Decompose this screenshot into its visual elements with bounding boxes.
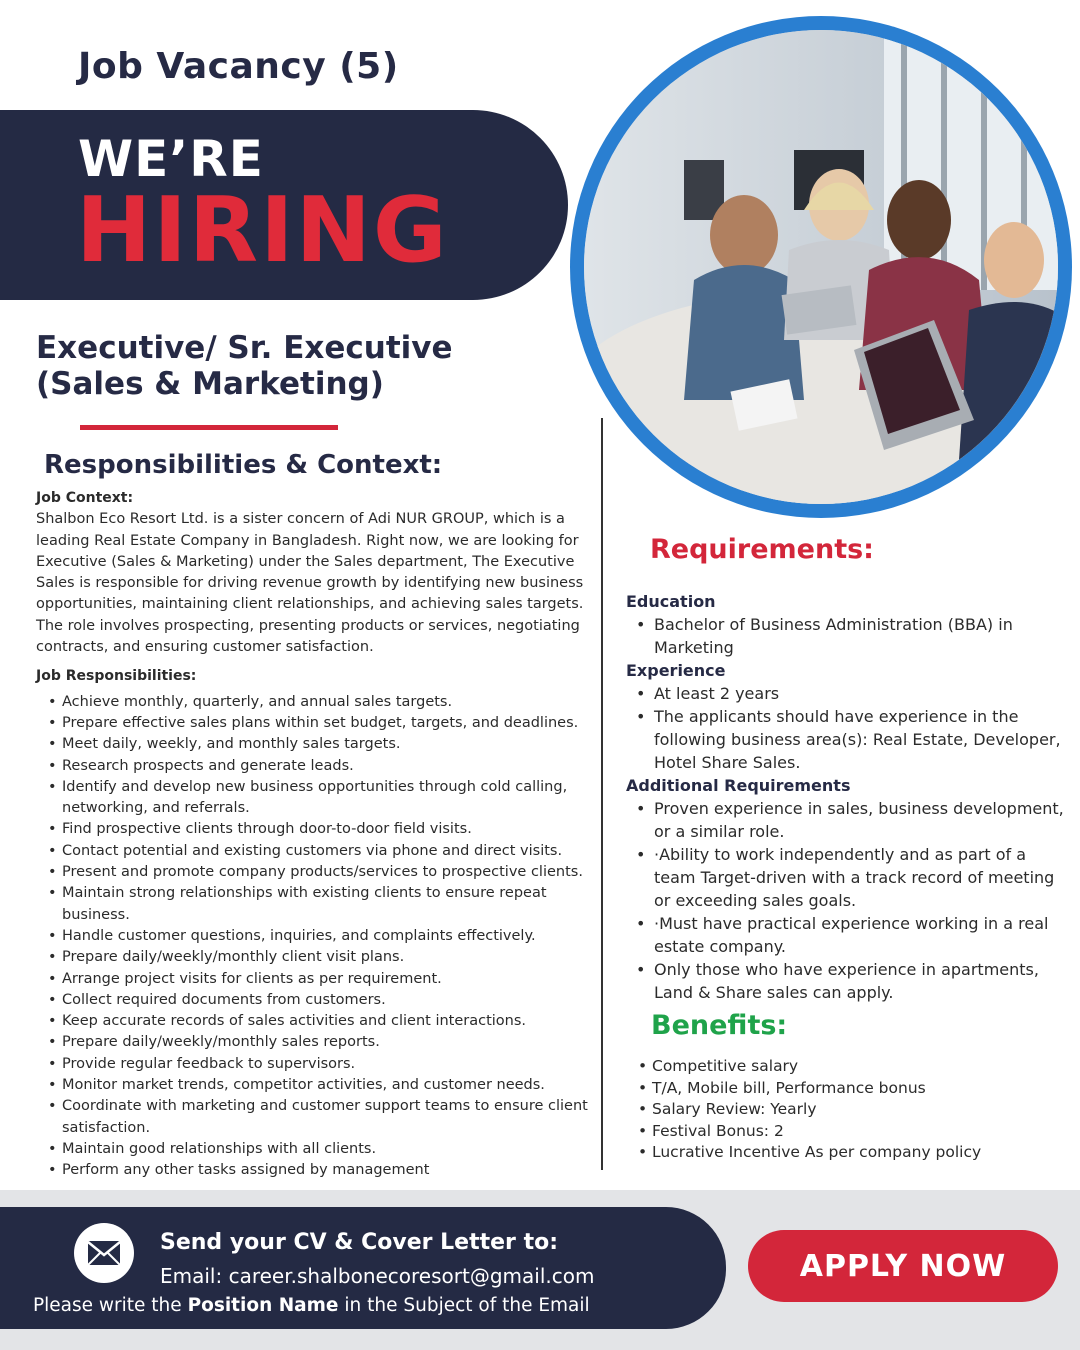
subject-note-bold: Position Name <box>187 1295 339 1316</box>
team-meeting-photo <box>584 30 1058 504</box>
job-vacancy-title: Job Vacancy (5) <box>78 46 399 87</box>
list-item: • Keep accurate records of sales activities and client interactions. <box>62 1011 598 1032</box>
list-item: • Research prospects and generate leads. <box>62 756 598 777</box>
envelope-icon <box>74 1223 134 1283</box>
envelope-icon-glyph <box>74 1223 134 1283</box>
position-title-line2: (Sales & Marketing) <box>36 366 384 402</box>
list-item: • Proven experience in sales, business development, or a similar role. <box>654 797 1066 843</box>
list-item: • Only those who have experience in apartments, Land & Share sales can apply. <box>654 958 1066 1004</box>
list-item: • Contact potential and existing customers via phone and direct visits. <box>62 841 598 862</box>
apply-now-button[interactable]: APPLY NOW <box>748 1230 1058 1302</box>
list-item: • Lucrative Incentive As per company policy <box>652 1142 1072 1164</box>
list-item: • Competitive salary <box>652 1056 1072 1078</box>
list-item: • Arrange project visits for clients as per requirement. <box>62 969 598 990</box>
left-column <box>36 488 598 1182</box>
additional-requirements-label: Additional Requirements <box>626 776 851 795</box>
requirements-heading: Requirements: <box>650 534 874 565</box>
list-item: • Perform any other tasks assigned by management <box>62 1160 598 1181</box>
list-item: • Handle customer questions, inquiries, and complaints effectively. <box>62 926 598 947</box>
list-item: • Meet daily, weekly, and monthly sales targets. <box>62 734 598 755</box>
position-title <box>36 330 453 402</box>
right-column <box>626 590 1066 1004</box>
list-item: • Monitor market trends, competitor activities, and customer needs. <box>62 1075 598 1096</box>
column-divider <box>601 418 603 1170</box>
list-item: • Prepare effective sales plans within set budget, targets, and deadlines. <box>62 713 598 734</box>
hiring-text: HIRING <box>76 178 449 283</box>
experience-label: Experience <box>626 661 726 680</box>
send-cv-text: Send your CV & Cover Letter to: <box>160 1230 558 1255</box>
benefits-heading: Benefits: <box>651 1010 788 1041</box>
list-item: • Coordinate with marketing and customer support teams to ensure client satisfaction. <box>62 1096 598 1139</box>
red-accent-line <box>80 425 338 430</box>
education-label: Education <box>626 592 716 611</box>
list-item: • Achieve monthly, quarterly, and annual sales targets. <box>62 692 598 713</box>
list-item: • Find prospective clients through door-to-door field visits. <box>62 819 598 840</box>
were-text: WE’RE <box>78 130 264 188</box>
list-item: • Maintain good relationships with all clients. <box>62 1139 598 1160</box>
list-item: • Salary Review: Yearly <box>652 1099 1072 1121</box>
list-item: • T/A, Mobile bill, Performance bonus <box>652 1078 1072 1100</box>
responsibilities-list <box>36 692 598 1182</box>
list-item: • Bachelor of Business Administration (BBA) in Marketing <box>654 613 1066 659</box>
education-list <box>626 613 1066 659</box>
list-item: • Identify and develop new business opportunities through cold calling, networking, and referrals. <box>62 777 598 820</box>
list-item: • Provide regular feedback to supervisors. <box>62 1054 598 1075</box>
subject-note-suffix: in the Subject of the Email <box>338 1295 590 1316</box>
benefits-column <box>652 1056 1072 1164</box>
list-item: • Maintain strong relationships with existing clients to ensure repeat business. <box>62 883 598 926</box>
job-context-label: Job Context: <box>36 490 134 506</box>
benefits-list <box>652 1056 1072 1164</box>
subject-note-prefix: Please write the <box>33 1295 188 1316</box>
list-item: • Present and promote company products/services to prospective clients. <box>62 862 598 883</box>
list-item: • ·Must have practical experience working in a real estate company. <box>654 912 1066 958</box>
list-item: • Festival Bonus: 2 <box>652 1121 1072 1143</box>
job-context-text: Shalbon Eco Resort Ltd. is a sister concern of Adi NUR GROUP, which is a leading Real Estate Company in Bangladesh. Right now, we are looking for Executive (Sales & Marketing) under the Sales department, The Executive Sales is responsible for driving revenue growth by identifying new business opportunities, maintaining client relationships, and achieving sales targets. The role involves prospecting, presenting products or services, negotiating contracts, and ensuring customer satisfaction. <box>36 511 584 656</box>
additional-requirements-list <box>626 797 1066 1004</box>
subject-note <box>33 1295 590 1316</box>
position-title-line1: Executive/ Sr. Executive <box>36 330 453 366</box>
email-address[interactable]: Email: career.shalbonecoresort@gmail.com <box>160 1264 595 1288</box>
list-item: • Prepare daily/weekly/monthly client visit plans. <box>62 947 598 968</box>
list-item: • The applicants should have experience in the following business area(s): Real Estate, Developer, Hotel Share Sales. <box>654 705 1066 774</box>
experience-list <box>626 682 1066 774</box>
job-responsibilities-label: Job Responsibilities: <box>36 668 197 685</box>
office-meeting-illustration <box>584 30 1058 504</box>
responsibilities-heading: Responsibilities & Context: <box>44 450 443 480</box>
list-item: • At least 2 years <box>654 682 1066 705</box>
list-item: • Collect required documents from customers. <box>62 990 598 1011</box>
list-item: • Prepare daily/weekly/monthly sales reports. <box>62 1032 598 1053</box>
team-photo-frame <box>570 16 1072 518</box>
list-item: • ·Ability to work independently and as part of a team Target-driven with a track record of meeting or exceeding sales goals. <box>654 843 1066 912</box>
